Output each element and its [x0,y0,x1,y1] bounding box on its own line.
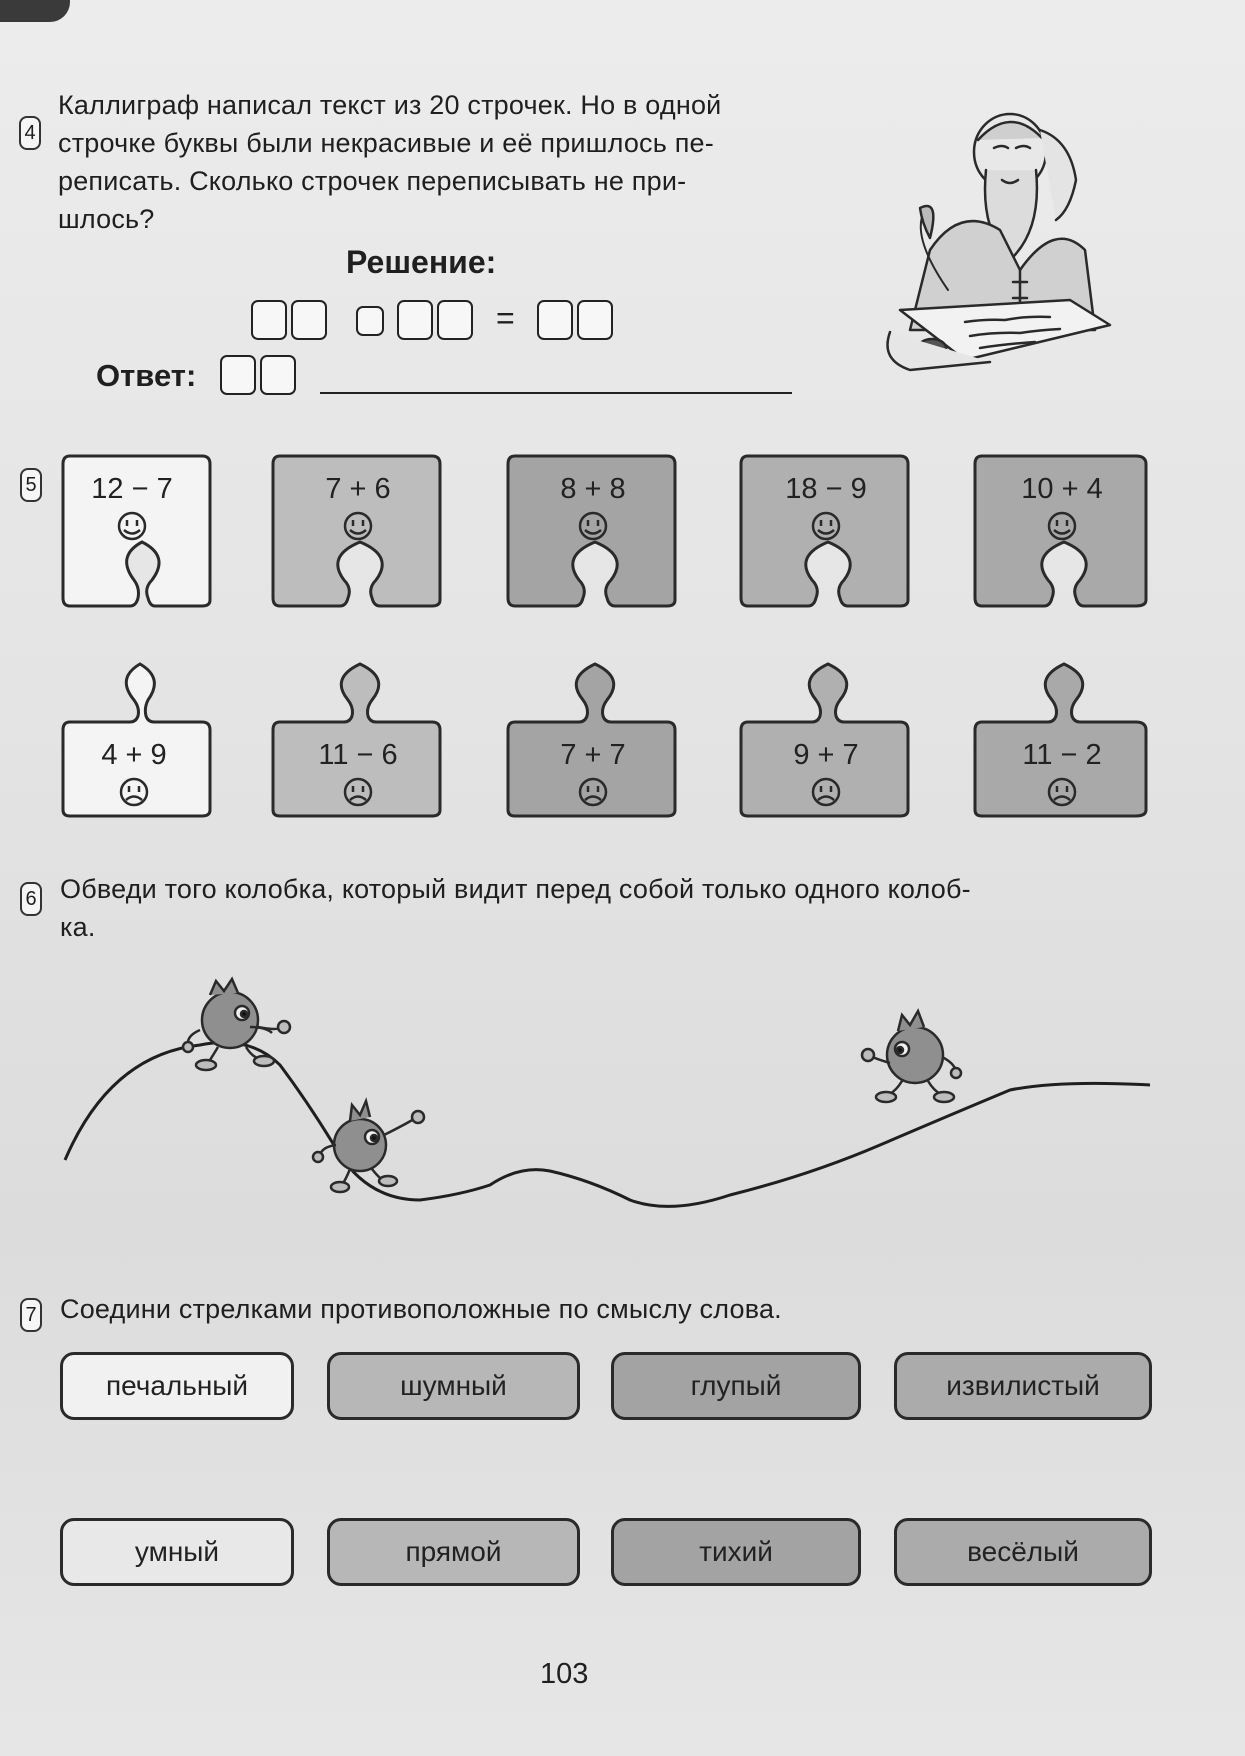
task-4-text [58,86,848,238]
word-box-bottom-4[interactable]: весёлый [894,1518,1152,1586]
task-7-number: 7 [20,1298,42,1332]
word-box-top-2[interactable]: шумный [327,1352,580,1420]
solution-cell[interactable] [397,300,433,340]
word-box-bottom-3[interactable]: тихий [611,1518,861,1586]
task-6-text [60,870,1180,946]
task-6-line-1: Обведи того колобка, который видит перед собой только одного колоб- [60,874,971,904]
answer-cell[interactable] [220,355,256,395]
task-4-number: 4 [19,116,41,150]
answer-cell[interactable] [260,355,296,395]
word-box-top-4[interactable]: извилистый [894,1352,1152,1420]
puzzle-piece-bottom-2 [270,660,448,820]
puzzle-piece-bottom-4 [738,660,916,820]
operator-cell[interactable] [356,306,384,336]
puzzle-expression: 7 + 6 [325,473,391,505]
solution-cell[interactable] [251,300,287,340]
calligrapher-illustration [870,100,1120,390]
puzzle-expression: 12 − 7 [91,473,173,505]
task-4-line-1: Каллиграф написал текст из 20 строчек. Но в одной [58,90,722,120]
puzzle-expression: 10 + 4 [1021,473,1103,505]
task-7-text: Соедини стрелками противоположные по смыслу слова. [60,1294,782,1324]
puzzle-piece-bottom-5 [972,660,1154,820]
word-box-bottom-2[interactable]: прямой [327,1518,580,1586]
page-number: 103 [540,1658,589,1690]
word-box-top-1[interactable]: печальный [60,1352,294,1420]
page-corner-shadow [0,0,70,22]
solution-label: Решение: [346,244,497,280]
puzzle-expression: 11 − 2 [1022,739,1102,771]
answer-line[interactable] [320,392,792,394]
puzzle-expression: 9 + 7 [793,739,859,771]
task-6-line-2: ка. [60,912,96,942]
puzzle-expression: 18 − 9 [785,473,867,505]
task-6-number: 6 [20,882,42,916]
task-4-line-3: реписать. Сколько строчек переписывать не при- [58,166,687,196]
puzzle-expression: 11 − 6 [318,739,398,771]
puzzle-piece-top-4 [738,452,916,612]
solution-cell[interactable] [577,300,613,340]
solution-cell[interactable] [437,300,473,340]
task-4-line-2: строчке буквы были некрасивые и её пришлось пе- [58,128,714,158]
puzzle-piece-top-2 [270,452,448,612]
puzzle-expression: 8 + 8 [560,473,626,505]
task-5-number: 5 [20,468,42,502]
kolobok-right[interactable] [862,1011,961,1102]
hill-outline [65,1043,1150,1207]
puzzle-piece-top-3 [505,452,683,612]
equals-sign: = [496,300,515,336]
solution-cell[interactable] [537,300,573,340]
kolobok-valley[interactable] [313,1101,424,1192]
puzzle-piece-top-1 [60,452,218,612]
puzzle-piece-bottom-1 [60,660,218,820]
task-4-line-4: шлось? [58,204,155,234]
puzzle-piece-bottom-3 [505,660,683,820]
kolobok-left[interactable] [183,979,290,1070]
puzzle-expression: 7 + 7 [560,739,626,771]
hill-scene [50,975,1160,1235]
solution-cell[interactable] [291,300,327,340]
puzzle-piece-top-5 [972,452,1154,612]
puzzle-expression: 4 + 9 [101,739,167,771]
word-box-top-3[interactable]: глупый [611,1352,861,1420]
answer-label: Ответ: [96,358,197,393]
word-box-bottom-1[interactable]: умный [60,1518,294,1586]
